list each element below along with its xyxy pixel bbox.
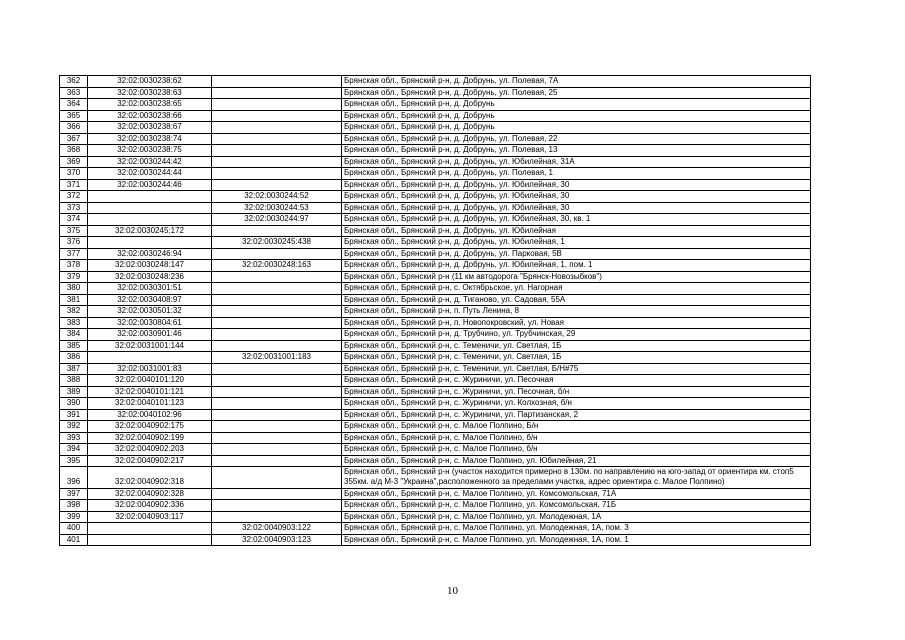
related-cadastral-number-cell <box>212 511 342 523</box>
row-number-cell: 367 <box>60 133 88 145</box>
address-cell: Брянская обл., Брянский р-н, д. Добрунь, ул. Полевая, 7А <box>342 76 811 88</box>
row-number-cell: 390 <box>60 398 88 410</box>
address-cell: Брянская обл., Брянский р-н, с. Журиничи, ул. Песочная, б/н <box>342 386 811 398</box>
related-cadastral-number-cell <box>212 386 342 398</box>
table-row <box>60 340 811 352</box>
row-number-cell: 384 <box>60 329 88 341</box>
address-cell: Брянская обл., Брянский р-н, д. Добрунь, ул. Полевая, 1 <box>342 168 811 180</box>
related-cadastral-number-cell <box>212 248 342 260</box>
cadastral-number-cell: 32:02:0040102:96 <box>88 409 212 421</box>
related-cadastral-number-cell <box>212 500 342 512</box>
row-number-cell: 377 <box>60 248 88 260</box>
address-cell: Брянская обл., Брянский р-н, д. Добрунь <box>342 122 811 134</box>
address-cell: Брянская обл., Брянский р-н, д. Добрунь, ул. Юбилейная, 1, пом. 1 <box>342 260 811 272</box>
table-row <box>60 110 811 122</box>
cadastral-number-cell: 32:02:0030238:63 <box>88 87 212 99</box>
table-row <box>60 488 811 500</box>
related-cadastral-number-cell: 32:02:0030244:97 <box>212 214 342 226</box>
address-cell: Брянская обл., Брянский р-н, д. Тиганово, ул. Садовая, 55А <box>342 294 811 306</box>
row-number-cell: 374 <box>60 214 88 226</box>
cadastral-number-cell: 32:02:0030238:75 <box>88 145 212 157</box>
row-number-cell: 395 <box>60 455 88 467</box>
table-row <box>60 145 811 157</box>
cadastral-number-cell: 32:02:0040902:328 <box>88 488 212 500</box>
table-row <box>60 455 811 467</box>
table-row <box>60 248 811 260</box>
related-cadastral-number-cell <box>212 398 342 410</box>
table-row <box>60 306 811 318</box>
row-number-cell: 385 <box>60 340 88 352</box>
address-cell: Брянская обл., Брянский р-н, с. Малое Полпино, ул. Молодежная, 1А, пом. 3 <box>342 523 811 535</box>
address-cell: Брянская обл., Брянский р-н, д. Добрунь, ул. Юбилейная, 30 <box>342 202 811 214</box>
table-row <box>60 398 811 410</box>
cadastral-number-cell: 32:02:0040902:199 <box>88 432 212 444</box>
address-cell: Брянская обл., Брянский р-н, д. Добрунь, ул. Юбилейная, 31А <box>342 156 811 168</box>
address-cell: Брянская обл., Брянский р-н, с. Малое Полпино, ул. Комсомольская, 71А <box>342 488 811 500</box>
row-number-cell: 368 <box>60 145 88 157</box>
related-cadastral-number-cell: 32:02:0040903:123 <box>212 534 342 546</box>
row-number-cell: 364 <box>60 99 88 111</box>
address-cell: Брянская обл., Брянский р-н, с. Малое Полпино, Б/н <box>342 421 811 433</box>
table-row <box>60 421 811 433</box>
address-cell: Брянская обл., Брянский р-н, с. Журиничи, ул. Колхозная, б/н <box>342 398 811 410</box>
table-row <box>60 237 811 249</box>
related-cadastral-number-cell <box>212 179 342 191</box>
address-cell: Брянская обл., Брянский р-н, д. Добрунь, ул. Парковая, 5В <box>342 248 811 260</box>
related-cadastral-number-cell <box>212 340 342 352</box>
address-cell: Брянская обл., Брянский р-н, с. Малое Полпино, ул. Молодежная, 1А, пом. 1 <box>342 534 811 546</box>
cadastral-number-cell: 32:02:0030244:42 <box>88 156 212 168</box>
row-number-cell: 396 <box>60 467 88 489</box>
table-row <box>60 122 811 134</box>
table-row <box>60 179 811 191</box>
cadastral-number-cell: 32:02:0030408:97 <box>88 294 212 306</box>
row-number-cell: 401 <box>60 534 88 546</box>
address-cell: Брянская обл., Брянский р-н, д. Добрунь, ул. Юбилейная, 30, кв. 1 <box>342 214 811 226</box>
table-row <box>60 363 811 375</box>
table-row <box>60 76 811 88</box>
row-number-cell: 365 <box>60 110 88 122</box>
row-number-cell: 380 <box>60 283 88 295</box>
related-cadastral-number-cell: 32:02:0040903:122 <box>212 523 342 535</box>
related-cadastral-number-cell: 32:02:0030244:53 <box>212 202 342 214</box>
table-row <box>60 283 811 295</box>
table-row <box>60 317 811 329</box>
table-row <box>60 386 811 398</box>
row-number-cell: 378 <box>60 260 88 272</box>
cadastral-number-cell: 32:02:0030901:46 <box>88 329 212 341</box>
address-cell: Брянская обл., Брянский р-н, с. Малое Полпино, ул. Комсомольская, 71Б <box>342 500 811 512</box>
related-cadastral-number-cell <box>212 225 342 237</box>
cadastral-number-cell: 32:02:0030501:32 <box>88 306 212 318</box>
table-row <box>60 225 811 237</box>
related-cadastral-number-cell <box>212 156 342 168</box>
address-cell: Брянская обл., Брянский р-н, с. Малое Полпино, ул. Юбилейная, 21 <box>342 455 811 467</box>
table-row <box>60 260 811 272</box>
address-cell: Брянская обл., Брянский р-н, д. Добрунь, ул. Юбилейная, 1 <box>342 237 811 249</box>
related-cadastral-number-cell <box>212 145 342 157</box>
table-row <box>60 294 811 306</box>
cadastral-number-cell <box>88 191 212 203</box>
table-row <box>60 432 811 444</box>
address-cell: Брянская обл., Брянский р-н, с. Малое Полпино, ул. Молодежная, 1А <box>342 511 811 523</box>
cadastral-number-cell: 32:02:0031001:144 <box>88 340 212 352</box>
address-cell: Брянская обл., Брянский р-н, д. Добрунь, ул. Юбилейная <box>342 225 811 237</box>
row-number-cell: 362 <box>60 76 88 88</box>
row-number-cell: 375 <box>60 225 88 237</box>
row-number-cell: 391 <box>60 409 88 421</box>
page-number: 10 <box>447 585 458 597</box>
table-row <box>60 500 811 512</box>
address-cell: Брянская обл., Брянский р-н (11 км автодорога "Брянск-Новозыбков") <box>342 271 811 283</box>
row-number-cell: 398 <box>60 500 88 512</box>
related-cadastral-number-cell <box>212 421 342 433</box>
cadastral-number-cell: 32:02:0040101:123 <box>88 398 212 410</box>
cadastral-number-cell: 32:02:0030248:236 <box>88 271 212 283</box>
address-cell: Брянская обл., Брянский р-н, д. Добрунь <box>342 110 811 122</box>
cadastral-number-cell: 32:02:0030238:65 <box>88 99 212 111</box>
related-cadastral-number-cell: 32:02:0030248:163 <box>212 260 342 272</box>
address-cell: Брянская обл., Брянский р-н (участок находится примерно в 130м. по направлению на юго-запад от ориентира км. стоп5 355км. а/д М-3 "Украина",расположенного за пределами участка, адрес ориентира с. Малое Полпино) <box>342 467 811 489</box>
address-cell: Брянская обл., Брянский р-н, д. Добрунь, ул. Полевая, 25 <box>342 87 811 99</box>
table-row <box>60 329 811 341</box>
row-number-cell: 397 <box>60 488 88 500</box>
related-cadastral-number-cell: 32:02:0031001:183 <box>212 352 342 364</box>
row-number-cell: 387 <box>60 363 88 375</box>
table-row <box>60 214 811 226</box>
address-cell: Брянская обл., Брянский р-н, с. Теменичи, ул. Светлая, 1Б <box>342 352 811 364</box>
address-cell: Брянская обл., Брянский р-н, с. Малое Полпино, б/н <box>342 444 811 456</box>
address-cell: Брянская обл., Брянский р-н, д. Добрунь, ул. Полевая, 13 <box>342 145 811 157</box>
address-cell: Брянская обл., Брянский р-н, д. Добрунь, ул. Юбилейная, 30 <box>342 191 811 203</box>
cadastral-number-cell: 32:02:0030244:44 <box>88 168 212 180</box>
land-plot-table <box>59 75 811 546</box>
cadastral-number-cell <box>88 237 212 249</box>
cadastral-number-cell <box>88 352 212 364</box>
address-cell: Брянская обл., Брянский р-н, п. Путь Ленина, 8 <box>342 306 811 318</box>
address-cell: Брянская обл., Брянский р-н, д. Добрунь, ул. Полевая, 22 <box>342 133 811 145</box>
related-cadastral-number-cell <box>212 375 342 387</box>
related-cadastral-number-cell: 32:02:0030244:52 <box>212 191 342 203</box>
cadastral-number-cell: 32:02:0040902:203 <box>88 444 212 456</box>
row-number-cell: 383 <box>60 317 88 329</box>
cadastral-number-cell: 32:02:0031001:83 <box>88 363 212 375</box>
related-cadastral-number-cell <box>212 168 342 180</box>
row-number-cell: 386 <box>60 352 88 364</box>
address-cell: Брянская обл., Брянский р-н, с. Октябрьское, ул. Нагорная <box>342 283 811 295</box>
row-number-cell: 376 <box>60 237 88 249</box>
row-number-cell: 400 <box>60 523 88 535</box>
row-number-cell: 373 <box>60 202 88 214</box>
related-cadastral-number-cell <box>212 122 342 134</box>
table-row <box>60 352 811 364</box>
related-cadastral-number-cell <box>212 271 342 283</box>
related-cadastral-number-cell <box>212 87 342 99</box>
row-number-cell: 379 <box>60 271 88 283</box>
address-cell: Брянская обл., Брянский р-н, с. Малое Полпино, б/н <box>342 432 811 444</box>
related-cadastral-number-cell <box>212 444 342 456</box>
cadastral-number-cell: 32:02:0030238:67 <box>88 122 212 134</box>
cadastral-number-cell: 32:02:0030245:172 <box>88 225 212 237</box>
related-cadastral-number-cell <box>212 306 342 318</box>
cadastral-number-cell: 32:02:0040101:121 <box>88 386 212 398</box>
related-cadastral-number-cell <box>212 432 342 444</box>
related-cadastral-number-cell <box>212 294 342 306</box>
cadastral-number-cell: 32:02:0040903:117 <box>88 511 212 523</box>
table-row <box>60 375 811 387</box>
related-cadastral-number-cell <box>212 110 342 122</box>
cadastral-number-cell: 32:02:0030238:62 <box>88 76 212 88</box>
related-cadastral-number-cell <box>212 283 342 295</box>
cadastral-number-cell: 32:02:0030238:74 <box>88 133 212 145</box>
related-cadastral-number-cell <box>212 76 342 88</box>
address-cell: Брянская обл., Брянский р-н, с. Журиничи, ул. Партизанская, 2 <box>342 409 811 421</box>
row-number-cell: 370 <box>60 168 88 180</box>
row-number-cell: 392 <box>60 421 88 433</box>
related-cadastral-number-cell <box>212 99 342 111</box>
related-cadastral-number-cell <box>212 488 342 500</box>
table-row <box>60 511 811 523</box>
row-number-cell: 366 <box>60 122 88 134</box>
related-cadastral-number-cell <box>212 363 342 375</box>
row-number-cell: 394 <box>60 444 88 456</box>
address-cell: Брянская обл., Брянский р-н, д. Добрунь <box>342 99 811 111</box>
table-row <box>60 87 811 99</box>
row-number-cell: 393 <box>60 432 88 444</box>
table-row <box>60 444 811 456</box>
cadastral-number-cell <box>88 534 212 546</box>
related-cadastral-number-cell <box>212 133 342 145</box>
related-cadastral-number-cell <box>212 317 342 329</box>
table-row <box>60 523 811 535</box>
row-number-cell: 389 <box>60 386 88 398</box>
cadastral-number-cell: 32:02:0030248:147 <box>88 260 212 272</box>
cadastral-number-cell: 32:02:0040902:318 <box>88 467 212 489</box>
table-row <box>60 534 811 546</box>
cadastral-number-cell: 32:02:0030301:51 <box>88 283 212 295</box>
table-row <box>60 156 811 168</box>
cadastral-number-cell: 32:02:0030244:46 <box>88 179 212 191</box>
table-row <box>60 202 811 214</box>
table-row <box>60 409 811 421</box>
address-cell: Брянская обл., Брянский р-н, д. Добрунь, ул. Юбилейная, 30 <box>342 179 811 191</box>
row-number-cell: 382 <box>60 306 88 318</box>
table-body <box>60 76 811 546</box>
related-cadastral-number-cell <box>212 409 342 421</box>
row-number-cell: 363 <box>60 87 88 99</box>
address-cell: Брянская обл., Брянский р-н, с. Теменичи, ул. Светлая, 1Б <box>342 340 811 352</box>
cadastral-number-cell <box>88 523 212 535</box>
table-row <box>60 191 811 203</box>
row-number-cell: 399 <box>60 511 88 523</box>
related-cadastral-number-cell: 32:02:0030245:438 <box>212 237 342 249</box>
address-cell: Брянская обл., Брянский р-н, п. Новопокровский, ул. Новая <box>342 317 811 329</box>
cadastral-number-cell <box>88 202 212 214</box>
cadastral-number-cell: 32:02:0030238:66 <box>88 110 212 122</box>
table-row <box>60 271 811 283</box>
table-row <box>60 467 811 489</box>
cadastral-number-cell: 32:02:0040902:175 <box>88 421 212 433</box>
cadastral-number-cell: 32:02:0030804:61 <box>88 317 212 329</box>
address-cell: Брянская обл., Брянский р-н, с. Журиничи, ул. Песочная <box>342 375 811 387</box>
cadastral-number-cell: 32:02:0040902:217 <box>88 455 212 467</box>
related-cadastral-number-cell <box>212 455 342 467</box>
address-cell: Брянская обл., Брянский р-н, с. Теменичи, ул. Светлая, Б/Н#75 <box>342 363 811 375</box>
address-cell: Брянская обл., Брянский р-н, д. Трубчино, ул. Трубчинская, 29 <box>342 329 811 341</box>
table-row <box>60 168 811 180</box>
row-number-cell: 381 <box>60 294 88 306</box>
cadastral-number-cell: 32:02:0040902:336 <box>88 500 212 512</box>
cadastral-number-cell: 32:02:0030246:94 <box>88 248 212 260</box>
row-number-cell: 388 <box>60 375 88 387</box>
row-number-cell: 369 <box>60 156 88 168</box>
related-cadastral-number-cell <box>212 329 342 341</box>
cadastral-number-cell: 32:02:0040101:120 <box>88 375 212 387</box>
table-row <box>60 99 811 111</box>
cadastral-number-cell <box>88 214 212 226</box>
row-number-cell: 371 <box>60 179 88 191</box>
related-cadastral-number-cell <box>212 467 342 489</box>
table-row <box>60 133 811 145</box>
row-number-cell: 372 <box>60 191 88 203</box>
